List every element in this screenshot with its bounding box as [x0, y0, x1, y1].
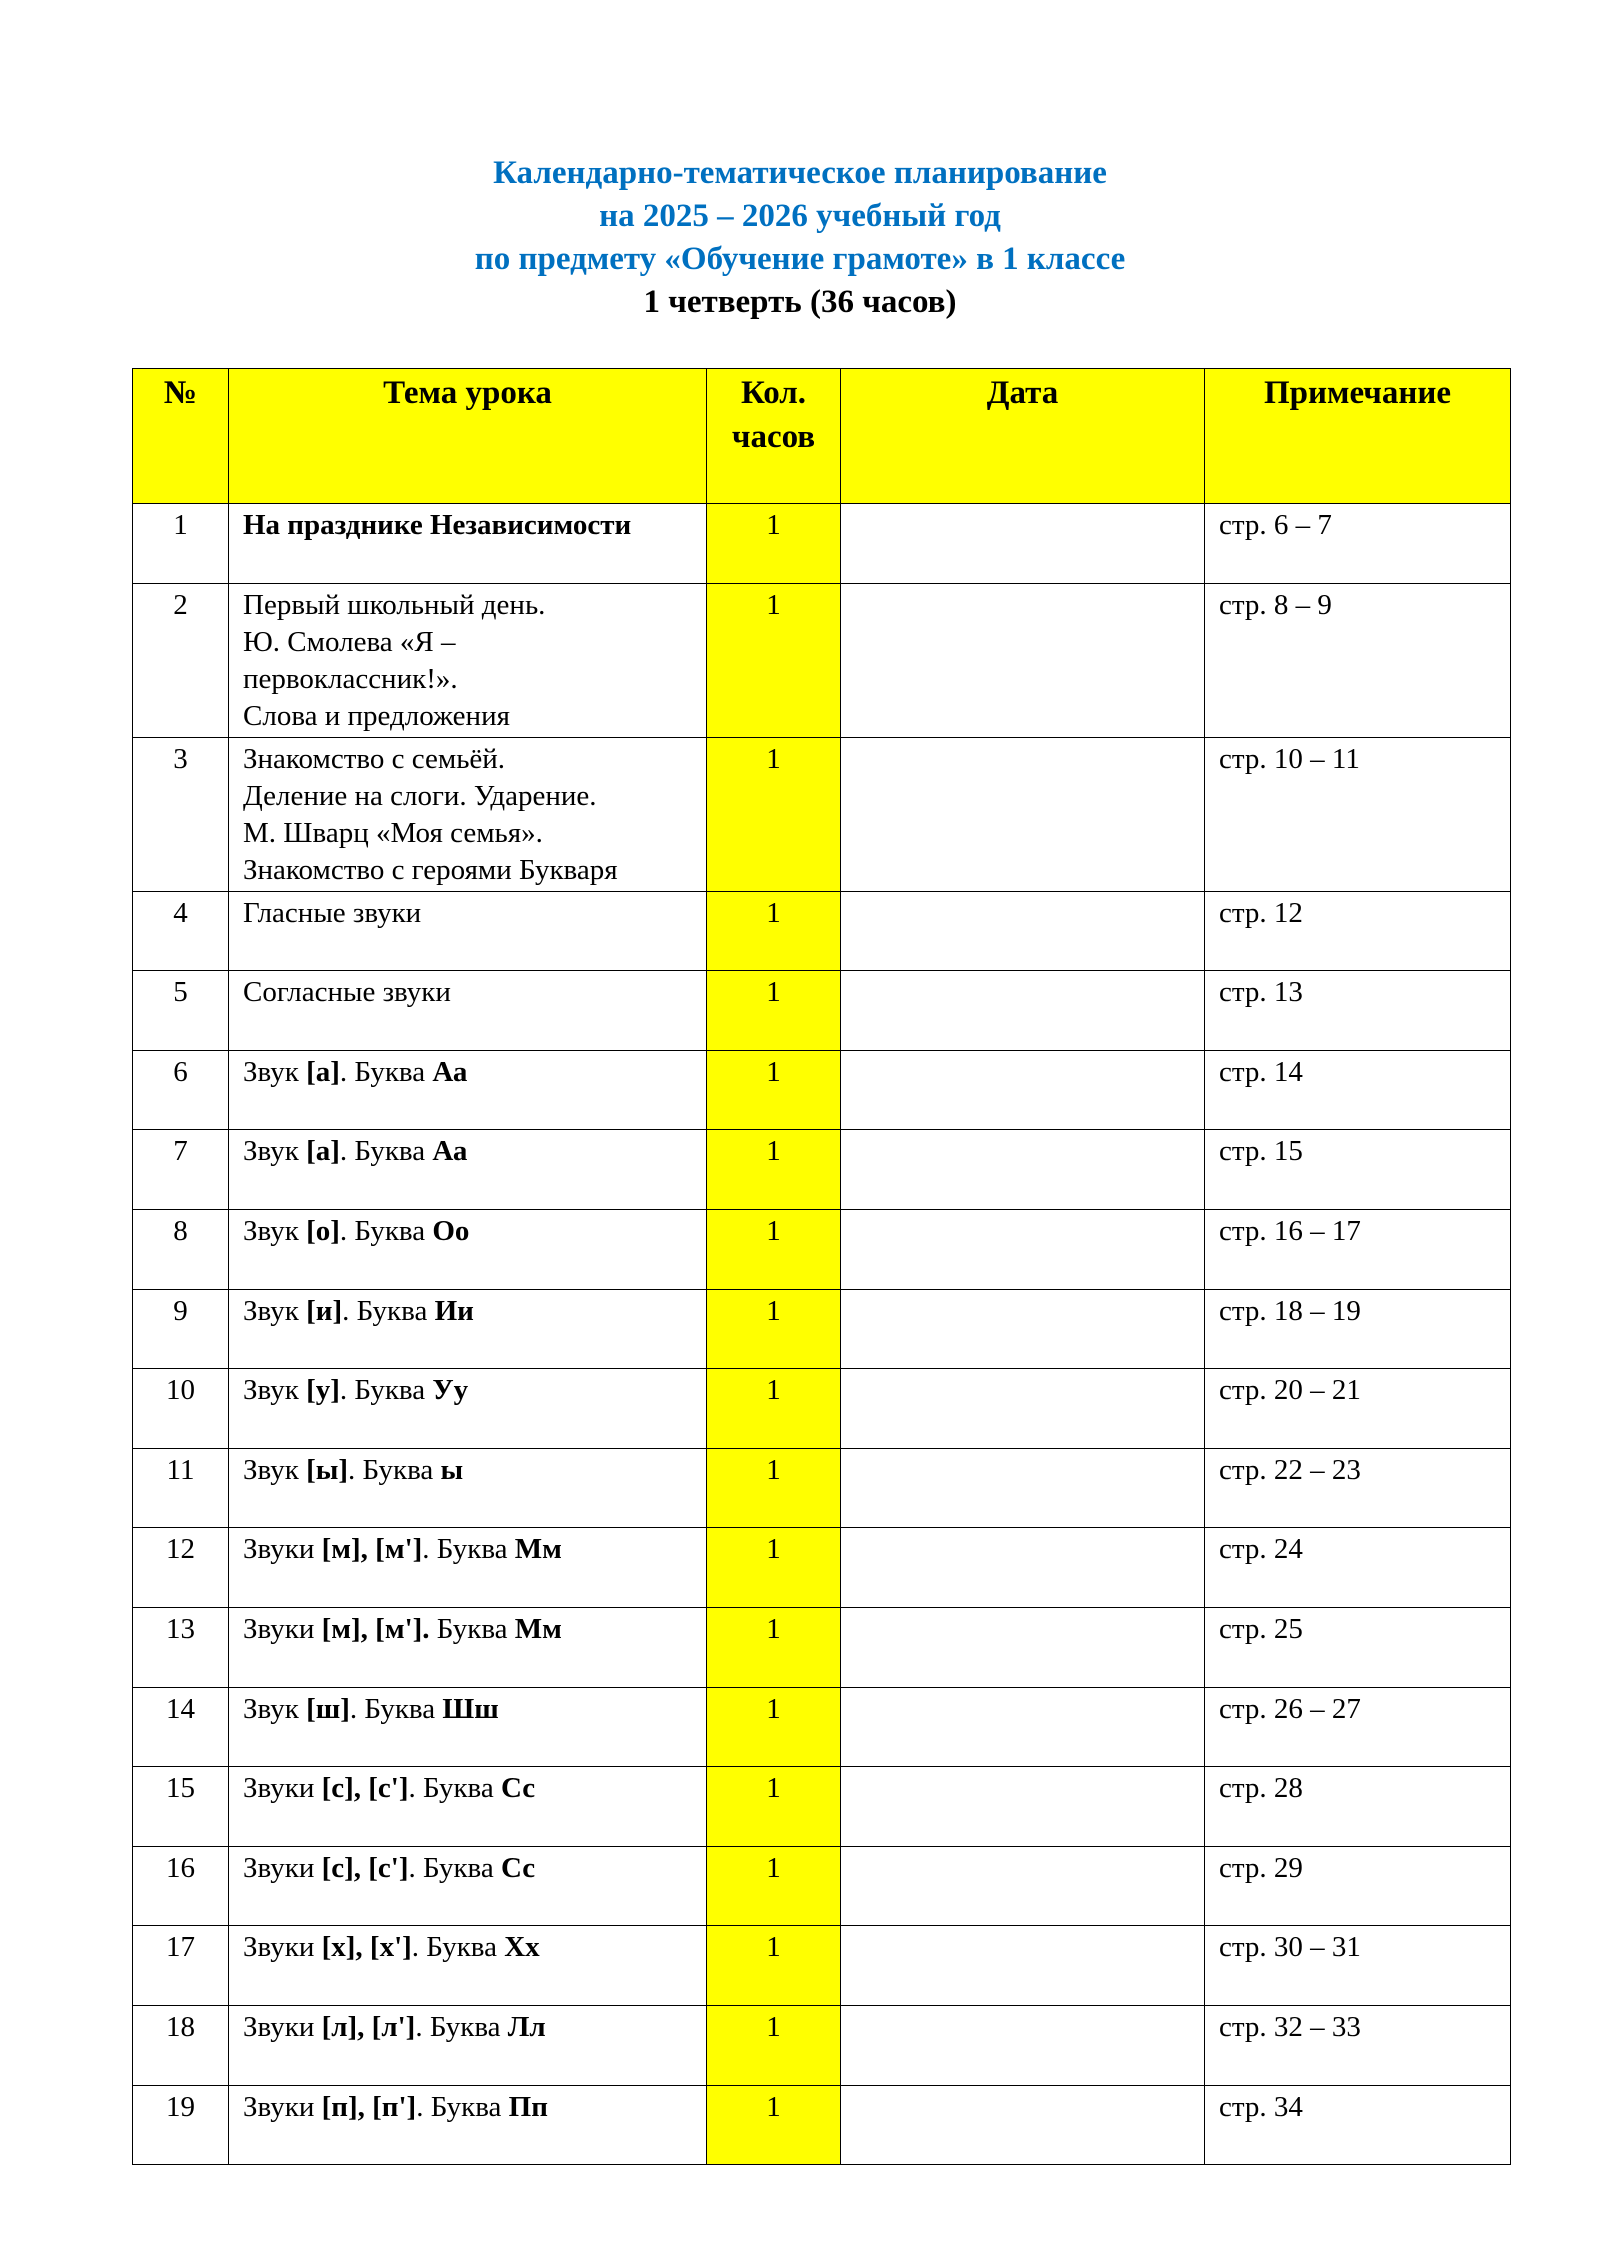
table-row: [133, 1607, 1511, 1687]
topic-prefix: Звуки: [243, 1533, 322, 1566]
lesson-date[interactable]: [841, 971, 1205, 1051]
topic-middle: . Буква: [411, 1931, 505, 1964]
table-row: [133, 737, 1511, 891]
lesson-note: стр. 24: [1205, 1528, 1511, 1608]
topic-line: Слова и предложения: [243, 699, 510, 732]
lesson-date[interactable]: [841, 737, 1205, 891]
sound-notation: [м], [м']: [321, 1533, 423, 1566]
sound-notation: [а]: [306, 1055, 340, 1088]
topic-line: Первый школьный день.: [243, 588, 546, 621]
topic-prefix: Звуки: [243, 2010, 322, 2043]
lesson-date[interactable]: [841, 1130, 1205, 1210]
row-number: 6: [133, 1050, 229, 1130]
table-row: [133, 583, 1511, 737]
table-row: [133, 1687, 1511, 1767]
topic-prefix: Звук: [243, 1055, 307, 1088]
table-row: [133, 1448, 1511, 1528]
lesson-topic: [229, 1369, 707, 1449]
table-row: [133, 1050, 1511, 1130]
lesson-topic: [229, 1767, 707, 1847]
lesson-note: стр. 20 – 21: [1205, 1369, 1511, 1449]
lesson-hours: 1: [707, 1209, 841, 1289]
lesson-note: стр. 34: [1205, 2085, 1511, 2165]
lesson-date[interactable]: [841, 2005, 1205, 2085]
lesson-hours: 1: [707, 2085, 841, 2165]
table-row: [133, 1846, 1511, 1926]
topic-middle: . Буква: [408, 1851, 501, 1884]
lesson-date[interactable]: [841, 1448, 1205, 1528]
row-number: 13: [133, 1607, 229, 1687]
lesson-topic: [229, 1607, 707, 1687]
document-header: [0, 152, 1600, 324]
table-row: [133, 1369, 1511, 1449]
letter-name: Хх: [504, 1931, 540, 1964]
sound-notation: [л], [л']: [321, 2010, 416, 2043]
sound-notation: [с], [с']: [321, 1851, 409, 1884]
row-number: 11: [133, 1448, 229, 1528]
lesson-hours: 1: [707, 504, 841, 584]
lesson-date[interactable]: [841, 1289, 1205, 1369]
row-number: 2: [133, 583, 229, 737]
lesson-topic: На празднике Независимости: [229, 504, 707, 584]
lesson-note: стр. 14: [1205, 1050, 1511, 1130]
table-row: [133, 2005, 1511, 2085]
sound-notation: [у]: [306, 1374, 340, 1407]
lesson-hours: 1: [707, 737, 841, 891]
lesson-note: стр. 32 – 33: [1205, 2005, 1511, 2085]
lesson-hours: 1: [707, 1607, 841, 1687]
lesson-note: стр. 13: [1205, 971, 1511, 1051]
lesson-hours: 1: [707, 1687, 841, 1767]
letter-name: Сс: [500, 1851, 536, 1884]
title-line-2: на 2025 – 2026 учебный год: [599, 198, 1001, 234]
lesson-hours: 1: [707, 1369, 841, 1449]
sound-notation: [х], [х']: [321, 1931, 412, 1964]
lesson-note: стр. 6 – 7: [1205, 504, 1511, 584]
letter-name: Пп: [508, 2090, 548, 2123]
sound-notation: [о]: [306, 1214, 340, 1247]
topic-middle: . Буква: [422, 1533, 515, 1566]
lesson-date[interactable]: [841, 1687, 1205, 1767]
topic-middle: Буква: [429, 1612, 515, 1645]
row-number: 14: [133, 1687, 229, 1767]
letter-name: Ии: [434, 1294, 474, 1327]
lesson-hours: 1: [707, 891, 841, 971]
lesson-date[interactable]: [841, 1607, 1205, 1687]
lesson-note: стр. 25: [1205, 1607, 1511, 1687]
lesson-date[interactable]: [841, 891, 1205, 971]
letter-name: Мм: [514, 1533, 562, 1566]
topic-middle: . Буква: [415, 2010, 508, 2043]
topic-middle: . Буква: [348, 1453, 441, 1486]
lesson-note: стр. 15: [1205, 1130, 1511, 1210]
letter-name: Мм: [514, 1612, 562, 1645]
sound-notation: [и]: [306, 1294, 343, 1327]
topic-line: М. Шварц «Моя семья».: [243, 816, 543, 849]
topic-prefix: Звуки: [243, 1772, 322, 1805]
lesson-note: стр. 18 – 19: [1205, 1289, 1511, 1369]
lesson-date[interactable]: [841, 1926, 1205, 2006]
lesson-topic: [229, 583, 707, 737]
lesson-hours: 1: [707, 1528, 841, 1608]
topic-middle: . Буква: [339, 1055, 433, 1088]
table-row: [133, 504, 1511, 584]
lesson-date[interactable]: [841, 1369, 1205, 1449]
lesson-topic: [229, 1130, 707, 1210]
lesson-hours: 1: [707, 971, 841, 1051]
column-header-note: Примечание: [1205, 369, 1511, 504]
topic-prefix: Звуки: [243, 1612, 322, 1645]
topic-middle: . Буква: [408, 1772, 501, 1805]
row-number: 15: [133, 1767, 229, 1847]
topic-prefix: Звуки: [243, 1931, 322, 1964]
sound-notation: [ы]: [306, 1453, 349, 1486]
title-line-1: Календарно-тематическое планирование: [493, 155, 1107, 191]
lesson-topic: Гласные звуки: [229, 891, 707, 971]
lesson-hours: 1: [707, 2005, 841, 2085]
topic-line: Знакомство с героями Букваря: [243, 853, 618, 886]
lesson-topic: [229, 1209, 707, 1289]
table-row: [133, 1130, 1511, 1210]
lesson-hours: 1: [707, 1448, 841, 1528]
table-row: [133, 971, 1511, 1051]
topic-prefix: Звук: [243, 1453, 307, 1486]
row-number: 9: [133, 1289, 229, 1369]
letter-name: Оо: [432, 1214, 470, 1247]
lesson-date[interactable]: [841, 1767, 1205, 1847]
lesson-hours: 1: [707, 1130, 841, 1210]
lesson-date[interactable]: [841, 504, 1205, 584]
table-row: [133, 1289, 1511, 1369]
lesson-topic: [229, 1926, 707, 2006]
topic-line: Ю. Смолева «Я –: [243, 625, 456, 658]
row-number: 1: [133, 504, 229, 584]
lesson-topic: [229, 1289, 707, 1369]
lesson-hours: 1: [707, 1926, 841, 2006]
row-number: 12: [133, 1528, 229, 1608]
lesson-note: стр. 29: [1205, 1846, 1511, 1926]
lesson-topic: [229, 1528, 707, 1608]
topic-prefix: Звук: [243, 1294, 307, 1327]
topic-middle: . Буква: [416, 2090, 509, 2123]
lesson-note: стр. 16 – 17: [1205, 1209, 1511, 1289]
row-number: 3: [133, 737, 229, 891]
topic-prefix: Звук: [243, 1692, 307, 1725]
lesson-topic: [229, 1448, 707, 1528]
topic-middle: . Буква: [339, 1214, 433, 1247]
table-header-row: [133, 369, 1511, 504]
lesson-hours: 1: [707, 1767, 841, 1847]
lesson-topic: [229, 2005, 707, 2085]
topic-middle: . Буква: [339, 1135, 433, 1168]
lesson-hours: 1: [707, 1050, 841, 1130]
lesson-date[interactable]: [841, 1528, 1205, 1608]
sound-notation: [а]: [306, 1135, 340, 1168]
sound-notation: [с], [с']: [321, 1772, 409, 1805]
table-row: [133, 1767, 1511, 1847]
column-header-hours: Кол. часов: [707, 369, 841, 504]
topic-middle: . Буква: [349, 1692, 443, 1725]
lesson-note: стр. 22 – 23: [1205, 1448, 1511, 1528]
title-line-3: по предмету «Обучение грамоте» в 1 классе: [474, 241, 1126, 277]
table-row: [133, 1209, 1511, 1289]
lesson-topic: Согласные звуки: [229, 971, 707, 1051]
sound-notation: [м], [м'].: [321, 1612, 430, 1645]
lesson-hours: 1: [707, 1846, 841, 1926]
lesson-topic: [229, 1050, 707, 1130]
lesson-note: стр. 26 – 27: [1205, 1687, 1511, 1767]
sound-notation: [ш]: [306, 1692, 350, 1725]
table-row: [133, 2085, 1511, 2165]
topic-line: Знакомство с семьёй.: [243, 742, 506, 775]
row-number: 5: [133, 971, 229, 1051]
lesson-hours: 1: [707, 583, 841, 737]
lesson-plan-table: [132, 368, 1511, 2165]
table-row: [133, 1926, 1511, 2006]
table-row: [133, 891, 1511, 971]
table-row: [133, 1528, 1511, 1608]
lesson-note: стр. 30 – 31: [1205, 1926, 1511, 2006]
topic-line: первоклассник!».: [243, 662, 458, 695]
topic-prefix: Звуки: [243, 2090, 322, 2123]
row-number: 4: [133, 891, 229, 971]
letter-name: Аа: [432, 1135, 468, 1168]
row-number: 16: [133, 1846, 229, 1926]
row-number: 7: [133, 1130, 229, 1210]
column-header-topic: Тема урока: [229, 369, 707, 504]
lesson-date[interactable]: [841, 2085, 1205, 2165]
topic-prefix: Звук: [243, 1374, 307, 1407]
column-header-date: Дата: [841, 369, 1205, 504]
letter-name: Шш: [442, 1692, 499, 1725]
letter-name: ы: [440, 1453, 464, 1486]
letter-name: Уу: [432, 1374, 469, 1407]
topic-prefix: Звук: [243, 1135, 307, 1168]
topic-prefix: Звук: [243, 1214, 307, 1247]
lesson-hours: 1: [707, 1289, 841, 1369]
letter-name: Сс: [500, 1772, 536, 1805]
lesson-note: стр. 12: [1205, 891, 1511, 971]
letter-name: Аа: [432, 1055, 468, 1088]
letter-name: Лл: [507, 2010, 546, 2043]
lesson-date[interactable]: [841, 583, 1205, 737]
lesson-note: стр. 28: [1205, 1767, 1511, 1847]
lesson-topic: [229, 2085, 707, 2165]
lesson-date[interactable]: [841, 1846, 1205, 1926]
row-number: 19: [133, 2085, 229, 2165]
topic-middle: . Буква: [339, 1374, 433, 1407]
lesson-date[interactable]: [841, 1050, 1205, 1130]
column-header-number: №: [133, 369, 229, 504]
row-number: 18: [133, 2005, 229, 2085]
lesson-topic: [229, 1846, 707, 1926]
lesson-topic: [229, 1687, 707, 1767]
lesson-topic: [229, 737, 707, 891]
lesson-note: стр. 8 – 9: [1205, 583, 1511, 737]
sound-notation: [п], [п']: [321, 2090, 417, 2123]
row-number: 10: [133, 1369, 229, 1449]
quarter-subtitle: 1 четверть (36 часов): [643, 284, 957, 320]
topic-line: Деление на слоги. Ударение.: [243, 779, 597, 812]
row-number: 17: [133, 1926, 229, 2006]
topic-middle: . Буква: [342, 1294, 435, 1327]
topic-prefix: Звуки: [243, 1851, 322, 1884]
lesson-note: стр. 10 – 11: [1205, 737, 1511, 891]
lesson-date[interactable]: [841, 1209, 1205, 1289]
row-number: 8: [133, 1209, 229, 1289]
